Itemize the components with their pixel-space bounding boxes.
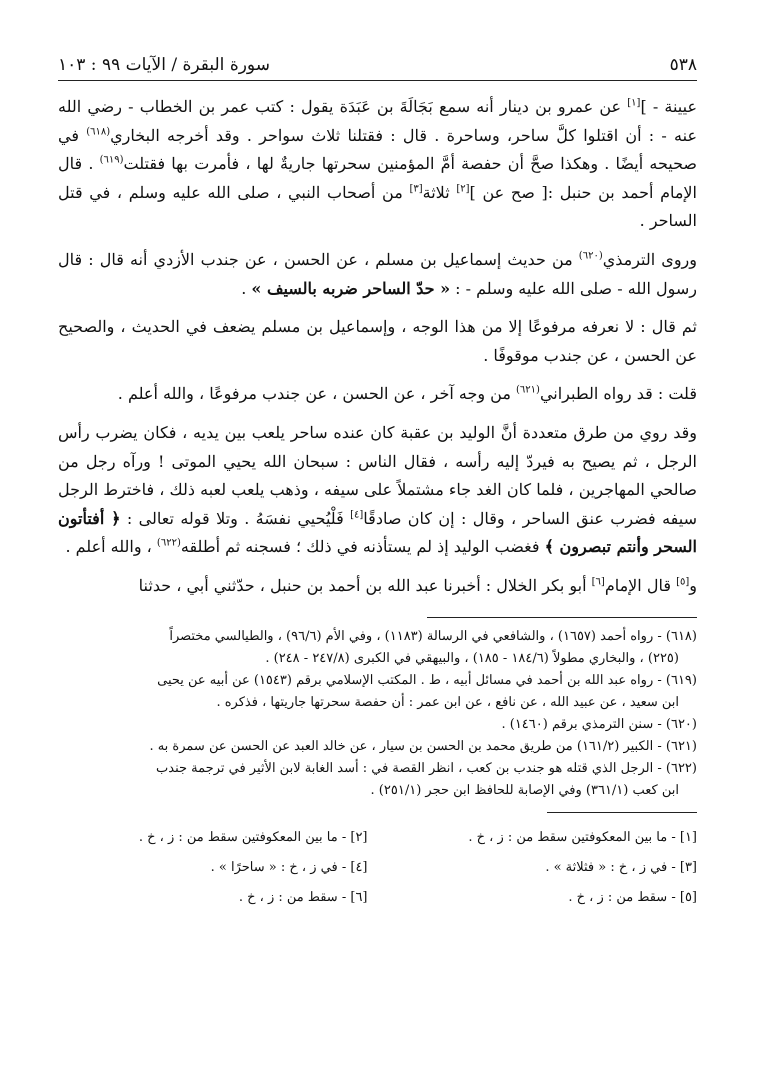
- emphasis-text: « حدّ الساحر ضربه بالسيف »: [251, 278, 451, 298]
- page-header: [58, 54, 697, 76]
- emphasis-text: ﴿ أفتأتون السحر وأنتم تبصرون ﴾: [58, 508, 697, 557]
- variant-text: - في ز ، خ : « ساحرًا » .: [210, 859, 347, 875]
- footnote-text: - رواه أحمد (١٦٥٧) ، والشافعي في الرسالة (١١٨٣) ، وفي الأم (٩٦/٦) ، والطيالسي مختصراً: [169, 628, 662, 644]
- footnote-number: (٦١٩): [661, 672, 697, 688]
- footnote-continuation: ابن كعب (٣٦١/١) وفي الإصابة للحافظ ابن حجر (٢٥١/١) .: [370, 782, 679, 798]
- text-run: وقد روي من طرق متعددة أنَّ الوليد بن عقبة كان عنده ساحر يلعب بين يديه ، فكان يضرب رأس الرجل ، ثم يصيح به فيردّ إليه رأسه ، فقال الناس : سبحان الله يحيي الموتى ! ورآه رجل من صالحي المهاجرين ، فلما كان الغد جاء مشتملاً على سيفه ، وذهب يلعب لعبه ذلك ، فاخترط الرجل سيفه فضرب عنق الساحر ، وقال : إن كان صادقًا: [58, 422, 697, 528]
- footnote-separator: [427, 617, 697, 618]
- note-reference: (٦٢١): [516, 385, 540, 397]
- variant-number: [٦]: [346, 889, 368, 905]
- footnote: [58, 736, 697, 758]
- variant-number: [٥]: [675, 889, 697, 905]
- footnote: [58, 626, 697, 648]
- paragraph: [58, 313, 697, 370]
- text-run: ، والله أعلم .: [65, 537, 157, 557]
- text-run: .: [241, 278, 252, 298]
- text-run: قلت : قد رواه الطبراني: [539, 384, 697, 404]
- note-reference: (٦١٩): [99, 154, 124, 166]
- text-run: في صحيحه أيضًا . وهكذا صحَّ أن حفصة أمَّ المؤمنين سحرتها جاريةٌ لها ، فأمرت بها فقتلت: [58, 125, 698, 174]
- footnote-continuation: ابن سعيد ، عن عبيد الله ، عن نافع ، عن ابن عمر : أن حفصة سحرتها جاريتها ، فذكره .: [216, 694, 679, 710]
- variant-number: [٣]: [675, 859, 697, 875]
- header-rule: [58, 80, 697, 81]
- note-reference: [٥]: [676, 576, 690, 588]
- paragraph: [58, 93, 697, 236]
- page-number: ٥٣٨: [669, 55, 697, 75]
- note-reference: (٦٢٢): [156, 537, 181, 549]
- footnote-text: - الكبير (١٦١/٢) من طريق محمد بن الحسن بن سيار ، عن خالد العبد عن الحسن عن سمرة به .: [149, 738, 662, 754]
- variant-number: [١]: [675, 829, 697, 845]
- footnote: [58, 714, 697, 736]
- text-run: أبو بكر الخلال : أخبرنا عبد الله بن أحمد بن حنبل ، حدّثني أبي ، حدثنا: [138, 575, 592, 595]
- text-run: قال الإمام: [604, 575, 677, 595]
- note-reference: [٦]: [591, 576, 605, 588]
- footnote-continuation: (٢٢٥) ، والبخاري مطولاً (١٨٤/٦ - ١٨٥) ، والبيهقي في الكبرى (٢٤٧/٨ - ٢٤٨) .: [265, 650, 679, 666]
- variant-note: [58, 883, 368, 913]
- paragraph: [58, 380, 697, 409]
- variant-note: [58, 823, 368, 853]
- variant-number: [٤]: [346, 859, 368, 875]
- text-run: فغضب الوليد إذ لم يستأذنه في ذلك ؛ فسجنه ثم أطلقه: [180, 537, 545, 557]
- note-reference: (٦٢٠): [578, 250, 603, 262]
- variant-number: [٢]: [346, 829, 368, 845]
- main-text: [58, 93, 697, 601]
- variant-text: - ما بين المعكوفتين سقط من : ز ، خ .: [468, 829, 676, 845]
- footnote-number: (٦٢٢): [661, 760, 697, 776]
- text-run: و: [689, 575, 697, 595]
- note-reference: [٤]: [350, 509, 364, 521]
- text-run: من وجه آخر ، عن الحسن ، عن جندب مرفوعًا ، والله أعلم .: [117, 384, 516, 404]
- variant-notes: [58, 823, 697, 913]
- variant-note: [58, 853, 368, 883]
- footnote-number: (٦٢١): [661, 738, 697, 754]
- note-reference: [٢]: [456, 183, 470, 195]
- variant-text: - سقط من : ز ، خ .: [568, 889, 676, 905]
- variant-note: [388, 823, 698, 853]
- footnote: [58, 758, 697, 780]
- footnote-number: (٦١٨): [661, 628, 697, 644]
- running-title: سورة البقرة / الآيات ٩٩ : ١٠٣: [58, 55, 270, 75]
- text-run: عن عمرو بن دينار أنه سمع بَجَالَةَ بن عَبَدَة يقول : كتب عمر بن الخطاب - رضي الله عنه - : أن اقتلوا كلَّ ساحر، وساحرة . قال : فقتلنا ثلاث سواحر . وقد أخرجه البخاري: [58, 97, 698, 145]
- text-run: ثم قال : لا نعرفه مرفوعًا إلا من هذا الوجه ، وإسماعيل بن مسلم يضعف في الحديث ، والصحيح عن الحسن ، عن جندب موقوفًا .: [58, 317, 697, 365]
- note-reference: (٦١٨): [86, 126, 111, 138]
- variant-notes-separator: [547, 812, 697, 813]
- text-run: عيينة - ]: [640, 97, 698, 116]
- text-run: من أصحاب النبي ، صلى الله عليه وسلم ، في قتل الساحر .: [58, 182, 697, 231]
- text-run: من حديث إسماعيل بن مسلم ، عن الحسن ، عن جندب الأزدي أنه قال : قال رسول الله - صلى الله عليه وسلم - :: [58, 249, 697, 298]
- text-run: ثلاثة: [422, 182, 457, 202]
- variant-note: [388, 853, 698, 883]
- note-reference: [١]: [627, 97, 641, 109]
- variant-note: [388, 883, 698, 913]
- footnote-text: - رواه عبد الله بن أحمد في مسائل أبيه ، ط . المكتب الإسلامي برقم (١٥٤٣) عن أبيه عن يحيى: [157, 672, 662, 688]
- paragraph: [58, 572, 697, 601]
- variant-text: - ما بين المعكوفتين سقط من : ز ، خ .: [138, 829, 347, 845]
- footnote-number: (٦٢٠): [661, 716, 697, 732]
- paragraph: [58, 246, 697, 303]
- text-run: فَلْيُحيي نفسَهُ . وتلا قوله تعالى :: [120, 508, 351, 528]
- paragraph: [58, 419, 697, 562]
- footnote-text: - سنن الترمذي برقم (١٤٦٠) .: [501, 716, 662, 732]
- footnotes: [58, 626, 697, 802]
- variant-text: - سقط من : ز ، خ .: [238, 889, 347, 905]
- note-reference: [٣]: [409, 183, 423, 195]
- footnote-text: - الرجل الذي قتله هو جندب بن كعب ، انظر القصة في : أسد الغابة لابن الأثير في ترجمة جندب: [156, 760, 662, 776]
- footnote: [58, 670, 697, 692]
- text-run: وروى الترمذي: [602, 249, 698, 269]
- variant-text: - في ز ، خ : « فثلاثة » .: [545, 859, 676, 875]
- text-run: . قال الإمام أحمد بن حنبل :[ صح عن ]: [58, 154, 698, 202]
